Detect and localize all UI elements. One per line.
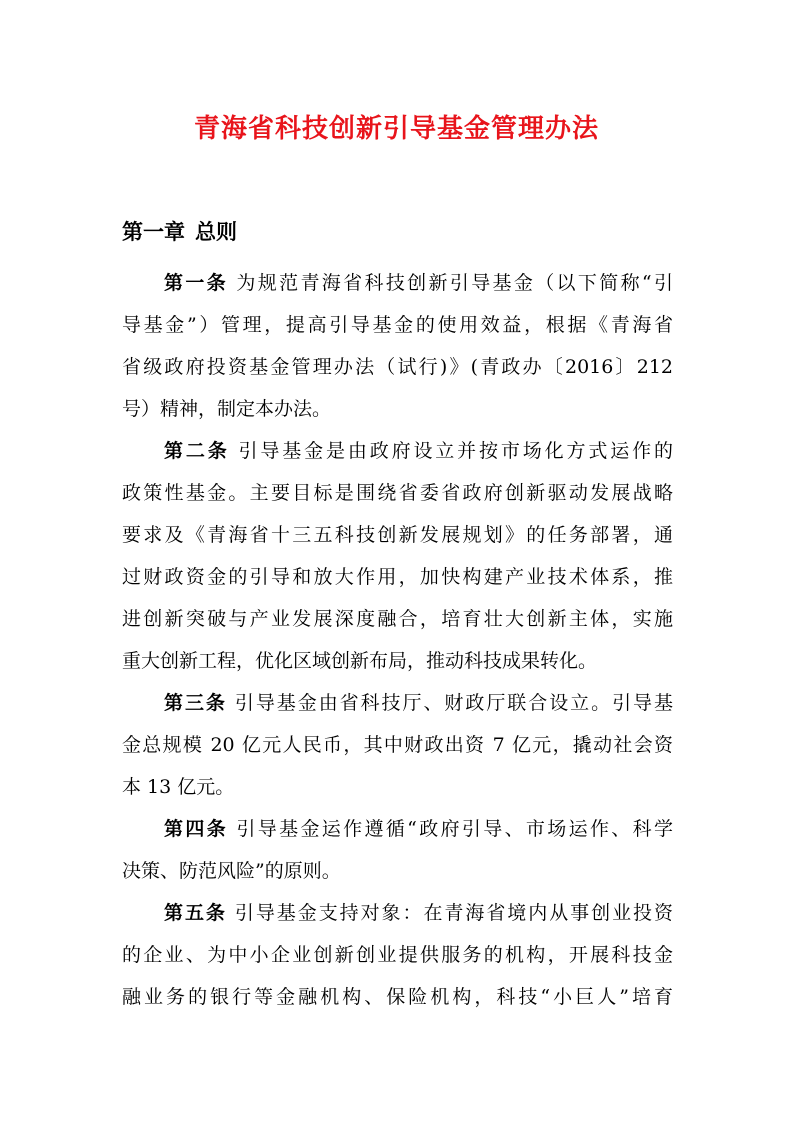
chapter-name: 总则 [195, 220, 237, 244]
article-line: 政策性基金。主要目标是围绕省委省政府创新驱动发展战略 [122, 482, 673, 504]
article-line [164, 898, 673, 928]
article-line: 导基金”）管理，提高引导基金的使用效益，根据《青海省 [122, 314, 673, 336]
article-label: 第五条 [164, 902, 227, 924]
article-text: 引导基金是由政府设立并按市场化方式运作的 [238, 440, 673, 462]
article-label: 第一条 [164, 272, 229, 294]
article-label: 第四条 [164, 818, 229, 840]
article-label: 第三条 [164, 692, 227, 714]
article-text: 引导基金运作遵循“政府引导、市场运作、科学 [236, 818, 673, 840]
article-label: 第二条 [164, 440, 230, 462]
article-line: 决策、防范风险”的原则。 [122, 860, 341, 882]
chapter-heading [122, 217, 237, 247]
article-line: 融业务的银行等金融机构、保险机构，科技“小巨人”培育 [122, 986, 673, 1008]
article-line: 过财政资金的引导和放大作用，加快构建产业技术体系，推 [122, 566, 673, 588]
article-line: 号）精神，制定本办法。 [122, 398, 332, 420]
article-line: 金总规模 20 亿元人民币，其中财政出资 7 亿元，撬动社会资 [122, 734, 673, 756]
article-text: 引导基金支持对象：在青海省境内从事创业投资 [234, 902, 673, 924]
chapter-label: 第一章 [122, 220, 185, 244]
article-text: 为规范青海省科技创新引导基金（以下简称“引 [236, 272, 673, 294]
article-line [164, 436, 673, 466]
article-line: 本 13 亿元。 [122, 776, 235, 798]
article-line [164, 268, 673, 298]
article-line: 要求及《青海省十三五科技创新发展规划》的任务部署，通 [122, 524, 673, 546]
article-line [164, 814, 673, 844]
article-line: 的企业、为中小企业创新创业提供服务的机构，开展科技金 [122, 944, 673, 966]
document-title: 青海省科技创新引导基金管理办法 [193, 114, 599, 144]
article-line: 重大创新工程，优化区域创新布局，推动科技成果转化。 [122, 650, 598, 672]
article-line: 进创新突破与产业发展深度融合，培育壮大创新主体，实施 [122, 608, 673, 630]
article-line [164, 688, 673, 718]
article-text: 引导基金由省科技厅、财政厅联合设立。引导基 [234, 692, 673, 714]
article-line: 省级政府投资基金管理办法（试行)》(青政办〔2016〕212 [122, 356, 673, 378]
